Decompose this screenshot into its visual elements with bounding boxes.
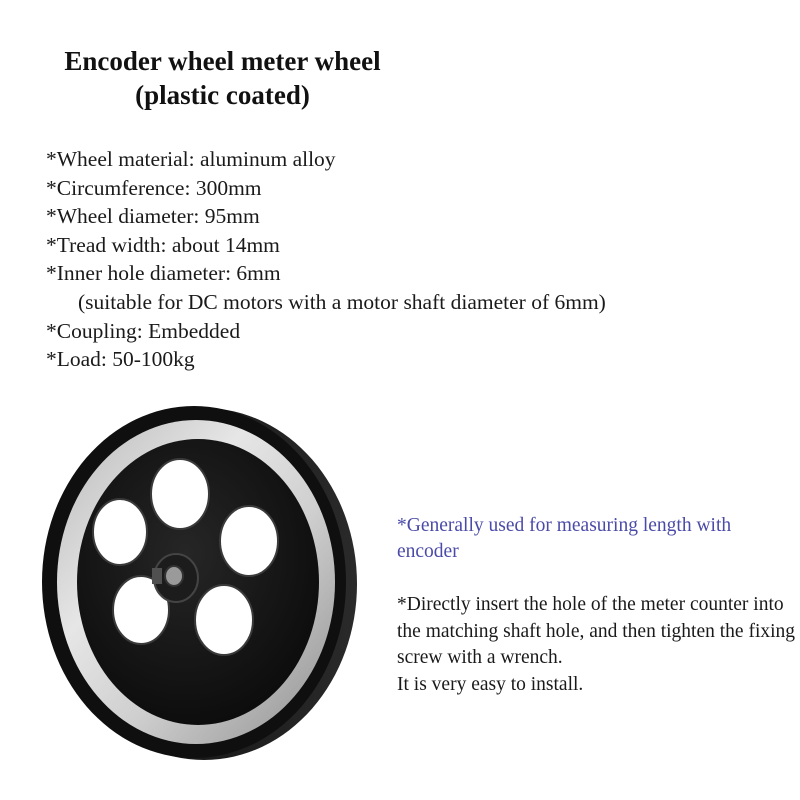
wheel-hole: [93, 499, 147, 565]
title-line-2: (plastic coated): [135, 80, 310, 110]
wheel-hole: [220, 506, 278, 576]
spec-circumference: *Circumference: 300mm: [46, 175, 262, 200]
spec-list: [46, 145, 606, 374]
wheel-image: [28, 398, 368, 798]
spec-tread-width: *Tread width: about 14mm: [46, 232, 280, 257]
usage-note: *Generally used for measuring length with encoder: [397, 515, 732, 562]
encoder-wheel-illustration: [28, 398, 368, 798]
install-note-ease: It is very easy to install.: [397, 673, 584, 695]
spec-coupling: *Coupling: Embedded: [46, 318, 241, 343]
install-note: [397, 592, 797, 698]
wheel-hole: [151, 459, 209, 529]
wheel-set-screw: [152, 568, 162, 584]
wheel-shaft-hole: [165, 566, 183, 586]
spec-wheel-diameter: *Wheel diameter: 95mm: [46, 204, 260, 229]
product-title: [0, 44, 445, 112]
title-line-1: Encoder wheel meter wheel: [64, 46, 381, 76]
spec-inner-hole-diameter: *Inner hole diameter: 6mm: [46, 261, 281, 286]
spec-wheel-material: *Wheel material: aluminum alloy: [46, 147, 336, 171]
spec-inner-hole-note: (suitable for DC motors with a motor shaft diameter of 6mm): [78, 289, 606, 314]
install-note-instructions: *Directly insert the hole of the meter counter into the matching shaft hole, and then tighten the fixing screw with a wrench.: [397, 594, 796, 668]
spec-load: *Load: 50-100kg: [46, 347, 195, 372]
wheel-hole: [195, 585, 253, 655]
